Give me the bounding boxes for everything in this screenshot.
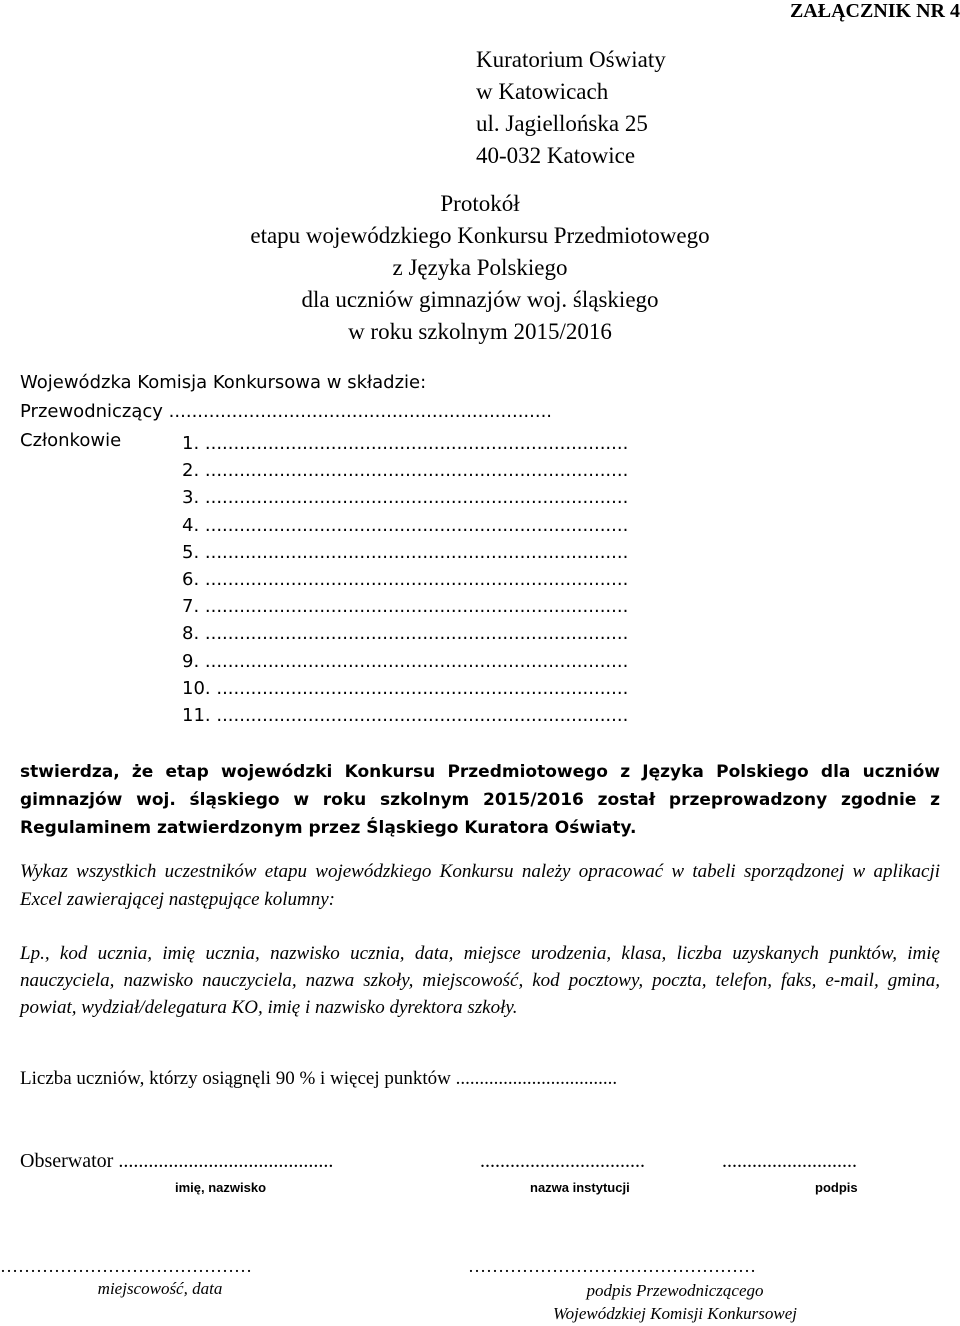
member-line: 6. .......................................................................... bbox=[182, 569, 629, 591]
member-line: 1. .......................................................................... bbox=[182, 433, 629, 454]
observer-signature-dots: ........................... bbox=[722, 1150, 857, 1172]
document-title bbox=[0, 188, 960, 348]
member-line: 3. .......................................................................... bbox=[182, 487, 629, 509]
member-line: 5. .......................................................................... bbox=[182, 541, 629, 563]
title-line: dla uczniów gimnazjów woj. śląskiego bbox=[301, 287, 659, 312]
observer-label: Obserwator bbox=[20, 1150, 114, 1172]
observer-signature-caption: podpis bbox=[815, 1180, 858, 1195]
observer-institution-dots: ................................. bbox=[480, 1150, 645, 1172]
member-line: 9. .......................................................................... bbox=[182, 650, 629, 672]
member-line: 7. .......................................................................... bbox=[182, 596, 629, 618]
chair-line: Przewodniczący ................................................................... bbox=[20, 401, 553, 422]
place-date-dots: …………………………………… bbox=[0, 1256, 252, 1276]
member-line: 10. ........................................................................ bbox=[182, 677, 629, 699]
chair-signature-line: Wojewódzkiej Komisji Konkursowej bbox=[553, 1304, 797, 1323]
member-line: 4. .......................................................................... bbox=[182, 514, 629, 536]
observer-row bbox=[20, 1150, 333, 1173]
title-line: etapu wojewódzkiego Konkursu Przedmiotowego bbox=[250, 223, 710, 248]
chair-signature-caption bbox=[490, 1279, 860, 1325]
list-instruction: Wykaz wszystkich uczestników etapu wojewódzkiego Konkursu należy opracować w tabeli sporządzonej w aplikacji Excel zawierającej następujące kolumny: bbox=[20, 861, 940, 910]
member-line: 8. .......................................................................... bbox=[182, 623, 629, 645]
address-line: Kuratorium Oświaty bbox=[476, 47, 666, 72]
count-line: Liczba uczniów, którzy osiągnęli 90 % i więcej punktów .................................. bbox=[20, 1068, 618, 1089]
statement-text: stwierdza, że etap wojewódzki Konkursu Przedmiotowego z Języka Polskiego dla uczniów gimnazjów woj. śląskiego w roku szkolnym 2015/2016 został przeprowadzony zgodnie z Regulaminem zatwierdzonym przez Śląskiego Kuratora Oświaty. bbox=[20, 762, 940, 838]
members-list bbox=[182, 430, 628, 729]
title-line: Protokół bbox=[440, 191, 520, 216]
place-date-caption: miejscowość, data bbox=[97, 1279, 223, 1298]
attachment-label: ZAŁĄCZNIK NR 4 bbox=[789, 0, 960, 22]
observer-name-caption: imię, nazwisko bbox=[175, 1180, 267, 1195]
members-label: Członkowie bbox=[20, 430, 122, 451]
commission-heading: Wojewódzka Komisja Konkursowa w składzie: bbox=[20, 372, 427, 393]
statement-paragraph bbox=[20, 758, 940, 842]
title-line: z Języka Polskiego bbox=[392, 255, 568, 280]
member-line: 11. ........................................................................ bbox=[182, 705, 629, 727]
observer-institution-caption: nazwa instytucji bbox=[530, 1180, 630, 1195]
title-line: w roku szkolnym 2015/2016 bbox=[348, 319, 612, 344]
member-line: 2. .......................................................................... bbox=[182, 460, 629, 482]
address-line: 40-032 Katowice bbox=[476, 143, 636, 168]
chair-signature-dots: ………………………………………… bbox=[468, 1256, 756, 1276]
observer-name-dots: ........................................... bbox=[118, 1150, 334, 1172]
columns-text: Lp., kod ucznia, imię ucznia, nazwisko ucznia, data, miejsce urodzenia, klasa, liczba uzyskanych punktów, imię nauczyciela, nazwisko nauczyciela, nazwa szkoły, miejscowość, kod pocztowy, poczta, telefon, faks, e-mail, gmina, powiat, wydział/delegatura KO, imię i nazwisko dyrektora szkoły. bbox=[20, 943, 940, 1018]
address-line: ul. Jagiellońska 25 bbox=[476, 111, 648, 136]
chair-signature-line: podpis Przewodniczącego bbox=[586, 1281, 764, 1300]
address-line: w Katowicach bbox=[476, 79, 609, 104]
recipient-address bbox=[476, 44, 666, 172]
